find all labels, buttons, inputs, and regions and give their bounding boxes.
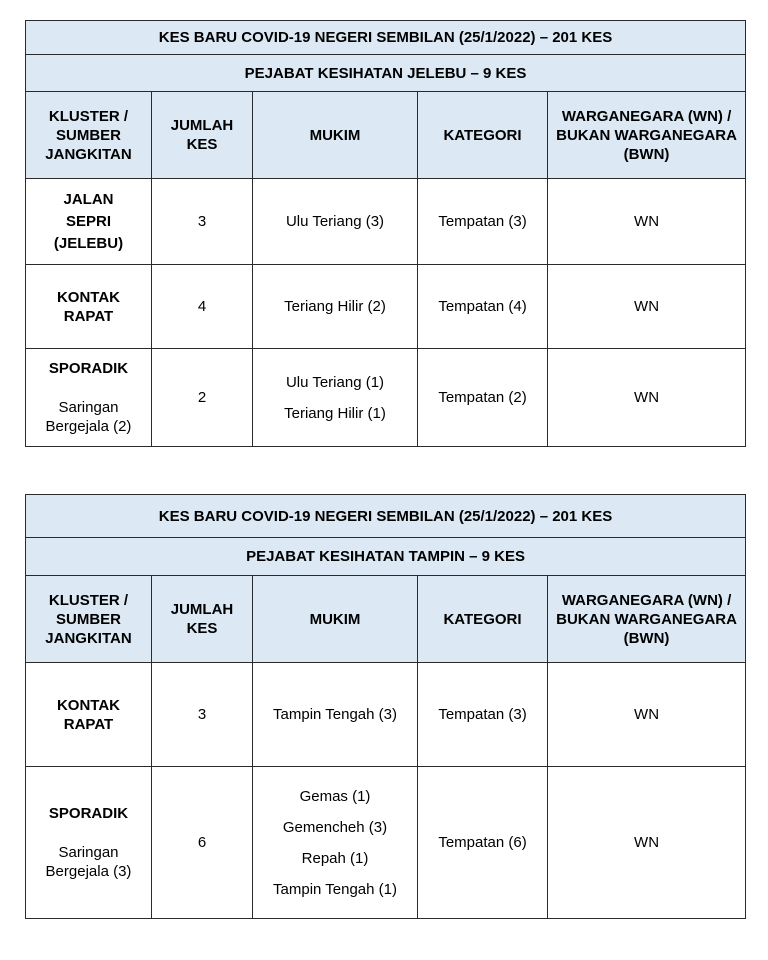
header-citizenship: WARGANEGARA (WN) / BUKAN WARGANEGARA (BWN) <box>548 92 746 179</box>
mukim-item: Ulu Teriang (1) <box>285 373 385 391</box>
case-count: 3 <box>152 663 253 767</box>
case-count: 2 <box>152 349 253 447</box>
mukim-list <box>253 179 418 265</box>
case-count: 4 <box>152 265 253 349</box>
mukim-item: Teriang Hilir (2) <box>284 298 386 315</box>
case-count: 3 <box>152 179 253 265</box>
kategori: Tempatan (2) <box>418 349 548 447</box>
header-mukim: MUKIM <box>253 92 418 179</box>
table-title: KES BARU COVID-19 NEGERI SEMBILAN (25/1/2022) – 201 KES <box>26 495 746 538</box>
top-edge <box>0 0 768 20</box>
mukim-list <box>253 265 418 349</box>
citizenship: WN <box>548 767 746 919</box>
cluster-sub: Saringan Bergejala (2) <box>45 399 132 435</box>
header-kategori: KATEGORI <box>418 92 548 179</box>
mukim-item: Teriang Hilir (1) <box>284 404 386 422</box>
header-count: JUMLAH KES <box>152 576 253 663</box>
mukim-item: Tampin Tengah (3) <box>273 706 397 723</box>
kategori: Tempatan (3) <box>418 663 548 767</box>
office-title: PEJABAT KESIHATAN TAMPIN – 9 KES <box>26 538 746 576</box>
cluster-name: KONTAK RAPAT <box>26 265 152 349</box>
header-cluster: KLUSTER / SUMBER JANGKITAN <box>26 576 152 663</box>
mukim-item: Ulu Teriang (3) <box>285 213 385 230</box>
mukim-list <box>253 349 418 447</box>
table-row <box>26 767 746 919</box>
kategori: Tempatan (6) <box>418 767 548 919</box>
office-title: PEJABAT KESIHATAN JELEBU – 9 KES <box>26 55 746 92</box>
table-row <box>26 349 746 447</box>
table-row <box>26 663 746 767</box>
mukim-item: Gemas (1) <box>299 787 371 805</box>
tampin-case-table <box>25 494 746 919</box>
case-count: 6 <box>152 767 253 919</box>
mukim-item: Repah (1) <box>301 849 369 867</box>
cluster-sub: Saringan Bergejala (3) <box>45 844 132 880</box>
kategori: Tempatan (3) <box>418 179 548 265</box>
header-count: JUMLAH KES <box>152 92 253 179</box>
mukim-list <box>253 663 418 767</box>
mukim-item: Gemencheh (3) <box>282 818 388 836</box>
kategori: Tempatan (4) <box>418 265 548 349</box>
cluster-cell <box>26 767 152 919</box>
header-mukim: MUKIM <box>253 576 418 663</box>
cluster-name: KONTAK RAPAT <box>26 663 152 767</box>
cluster-name: JALAN SEPRI (JELEBU) <box>26 179 152 265</box>
citizenship: WN <box>548 663 746 767</box>
citizenship: WN <box>548 265 746 349</box>
mukim-list <box>253 767 418 919</box>
citizenship: WN <box>548 179 746 265</box>
header-kategori: KATEGORI <box>418 576 548 663</box>
cluster-name: SPORADIK <box>48 360 129 377</box>
cluster-name: SPORADIK <box>48 805 129 822</box>
cluster-cell <box>26 349 152 447</box>
header-citizenship: WARGANEGARA (WN) / BUKAN WARGANEGARA (BWN) <box>548 576 746 663</box>
table-row <box>26 265 746 349</box>
table-title: KES BARU COVID-19 NEGERI SEMBILAN (25/1/2022) – 201 KES <box>26 21 746 55</box>
jelebu-case-table <box>25 20 746 447</box>
header-cluster: KLUSTER / SUMBER JANGKITAN <box>26 92 152 179</box>
mukim-item: Tampin Tengah (1) <box>273 880 397 898</box>
table-row <box>26 179 746 265</box>
citizenship: WN <box>548 349 746 447</box>
